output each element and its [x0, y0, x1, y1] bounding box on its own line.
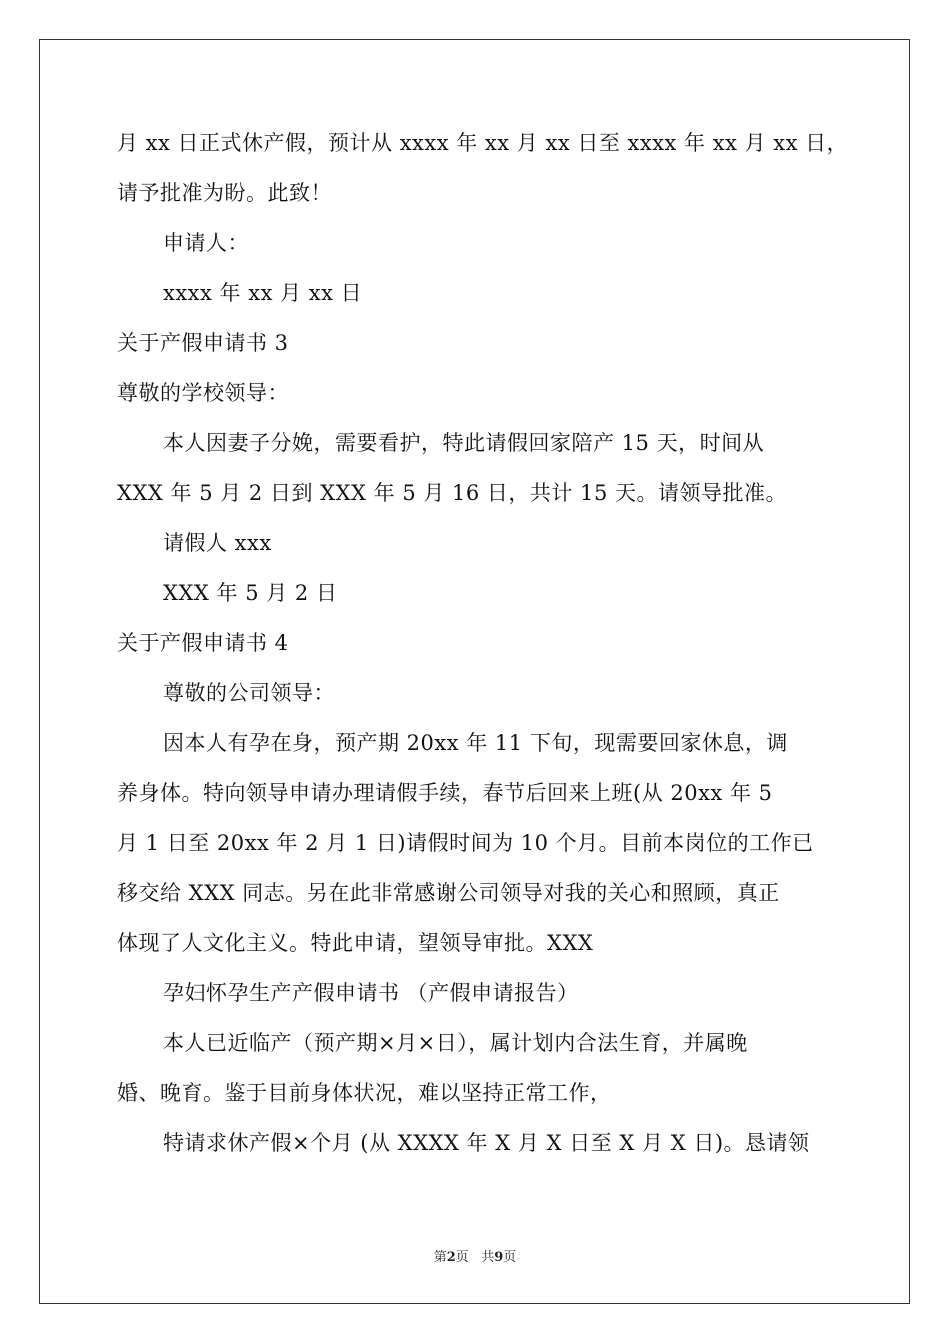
section-heading-4: 关于产假申请书 4 [117, 631, 289, 655]
text-line: 请予批准为盼。此致！ [117, 181, 332, 205]
total-prefix: 共 [481, 1250, 495, 1265]
page-prefix: 第 [433, 1250, 447, 1265]
applicant-label: 申请人： [163, 231, 249, 255]
text-line: 因本人有孕在身，预产期 20xx 年 11 下旬，现需要回家休息，调 [163, 731, 788, 755]
section-heading-3: 关于产假申请书 3 [117, 331, 289, 355]
total-pages: 9 [494, 1250, 504, 1265]
page-footer [0, 1246, 950, 1265]
date-line: XXX 年 5 月 2 日 [163, 581, 338, 605]
section-heading: 孕妇怀孕生产产假申请书 （产假申请报告） [163, 981, 579, 1005]
text-line: 特请求休产假×个月 (从 XXXX 年 X 月 X 日至 X 月 X 日)。恳请领 [163, 1131, 810, 1155]
text-line: 婚、晚育。鉴于目前身体状况，难以坚持正常工作， [117, 1081, 612, 1105]
text-line: 月 xx 日正式休产假，预计从 xxxx 年 xx 月 xx 日至 xxxx 年 xx 月 xx 日， [117, 131, 849, 155]
text-line: 本人因妻子分娩，需要看护，特此请假回家陪产 15 天，时间从 [163, 431, 765, 455]
text-line: 月 1 日至 20xx 年 2 月 1 日)请假时间为 10 个月。目前本岗位的工作已 [117, 831, 814, 855]
text-line: 移交给 XXX 同志。另在此非常感谢公司领导对我的关心和照顾，真正 [117, 881, 780, 905]
page-suffix: 页 [455, 1250, 469, 1265]
signature-line: 请假人 xxx [163, 531, 272, 555]
text-line: 体现了人文化主义。特此申请，望领导审批。XXX [117, 931, 594, 955]
total-suffix: 页 [503, 1250, 517, 1265]
text-line: 本人已近临产（预产期×月×日），属计划内合法生育，并属晚 [163, 1031, 748, 1055]
page-number: 2 [446, 1250, 456, 1265]
text-line: 养身体。特向领导申请办理请假手续，春节后回来上班(从 20xx 年 5 [117, 781, 773, 805]
salutation: 尊敬的学校领导： [117, 381, 289, 405]
date-line: xxxx 年 xx 月 xx 日 [163, 281, 363, 305]
salutation: 尊敬的公司领导： [163, 681, 335, 705]
text-line: XXX 年 5 月 2 日到 XXX 年 5 月 16 日，共计 15 天。请领导批准。 [117, 481, 788, 505]
